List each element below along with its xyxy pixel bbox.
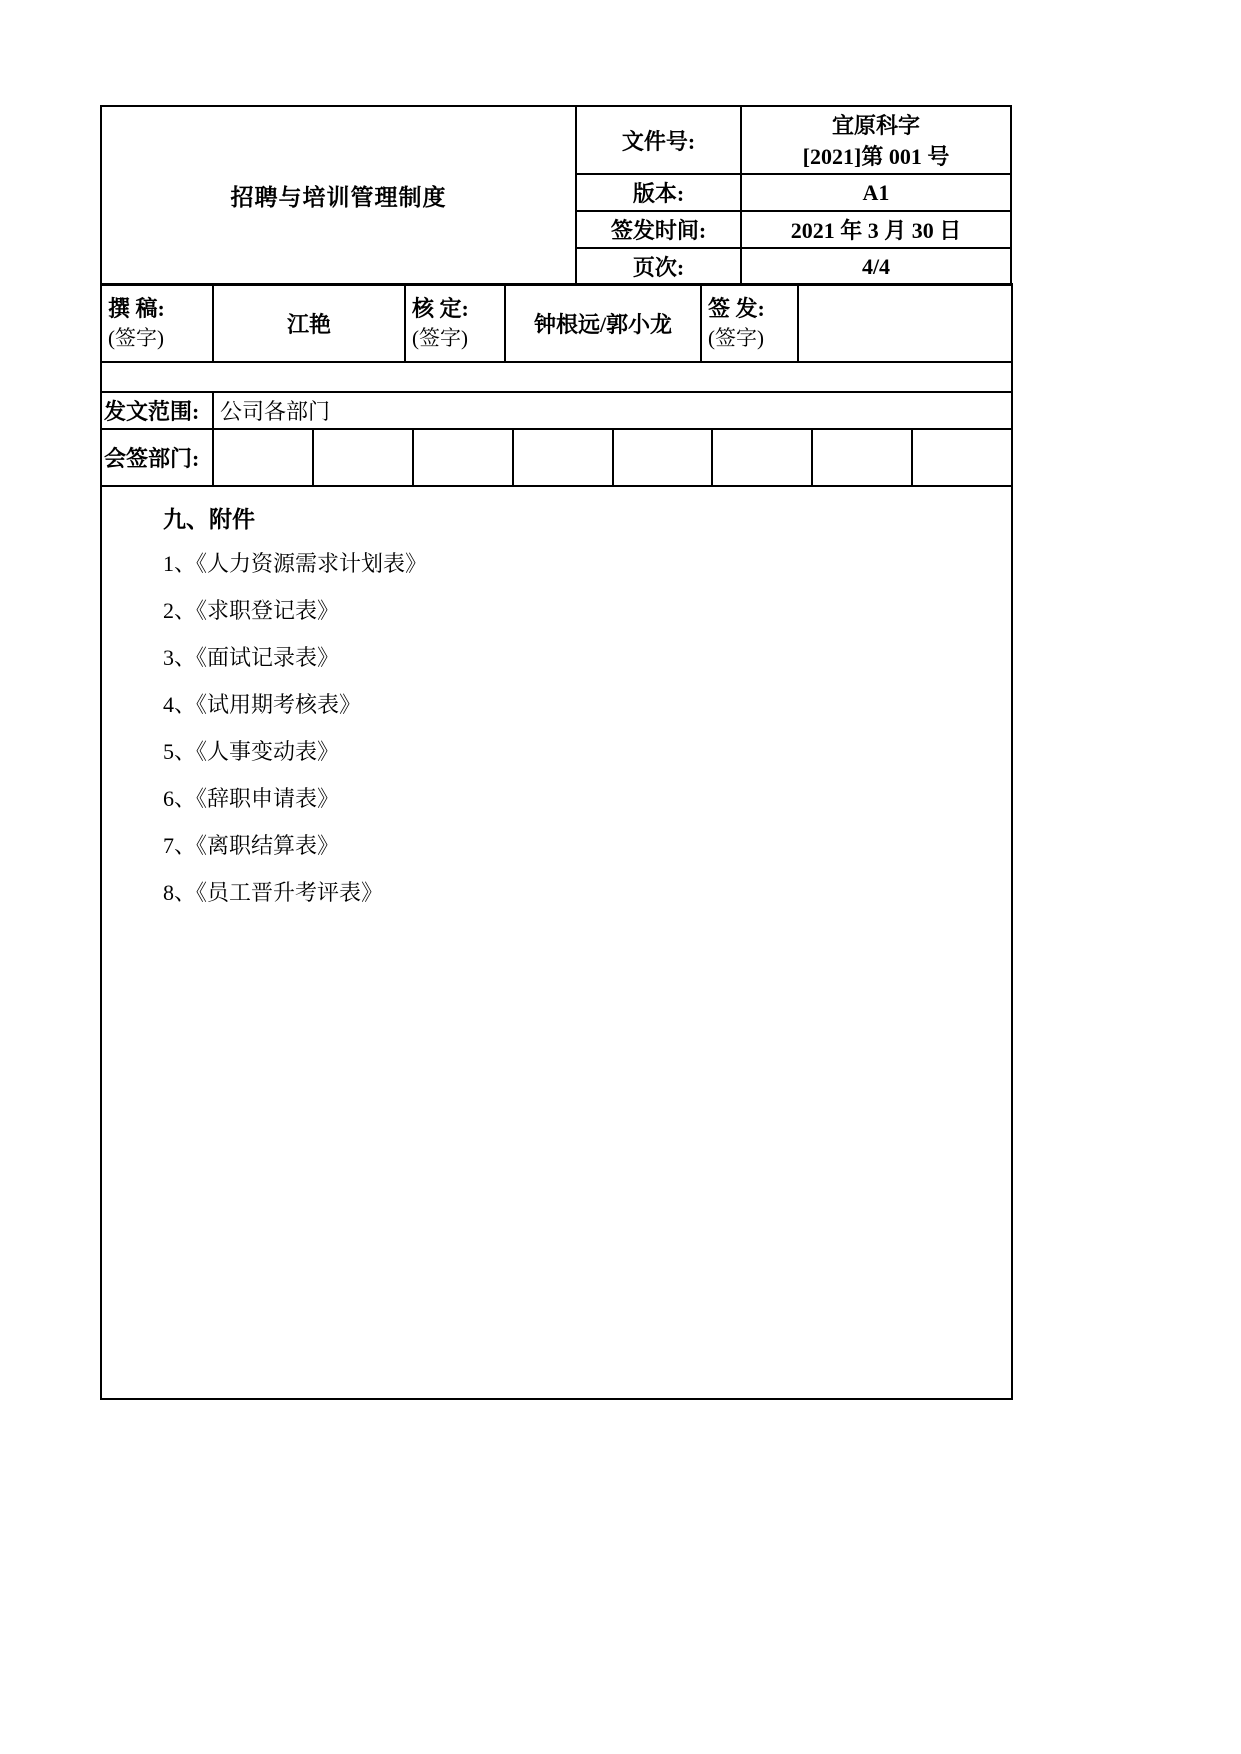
- attachment-item-4: 4、《试用期考核表》: [163, 692, 362, 717]
- countersign-cell-6: [712, 429, 812, 486]
- drafter-sign-hint: (签字): [108, 325, 164, 350]
- attachment-item-5: 5、《人事变动表》: [163, 739, 340, 764]
- countersign-cell-5: [613, 429, 713, 486]
- empty-spacer-row: [102, 361, 1011, 393]
- issuer-name: [798, 284, 1012, 362]
- attachment-item-8: 8、《员工晋升考评表》: [163, 880, 384, 905]
- distribution-table: [100, 391, 1013, 430]
- checker-label: 核 定:: [412, 295, 469, 321]
- checker-sign-hint: (签字): [412, 325, 468, 350]
- attachment-item-3: 3、《面试记录表》: [163, 645, 340, 670]
- countersign-cell-2: [313, 429, 413, 486]
- countersign-cell-3: [413, 429, 513, 486]
- version-label: 版本:: [576, 174, 741, 211]
- content-block: [100, 283, 1013, 1400]
- header-table: [100, 105, 1012, 286]
- file-number-line1: 宜原科字: [831, 113, 920, 138]
- attachments-section: [102, 485, 1011, 916]
- countersign-cell-4: [513, 429, 613, 486]
- issue-date-label: 签发时间:: [576, 211, 741, 248]
- attachment-item-2: 2、《求职登记表》: [163, 598, 340, 623]
- attachment-item-6: 6、《辞职申请表》: [163, 786, 340, 811]
- issuer-label-cell: [701, 284, 798, 362]
- issuer-label: 签 发:: [708, 295, 765, 321]
- file-number-label: 文件号:: [576, 106, 741, 174]
- countersign-cell-8: [912, 429, 1012, 486]
- checker-label-cell: [405, 284, 505, 362]
- page-number-value: 4/4: [741, 248, 1011, 285]
- drafter-label: 撰 稿:: [108, 295, 165, 321]
- drafter-name: 江艳: [213, 284, 405, 362]
- countersign-cell-1: [213, 429, 313, 486]
- distribution-label: 发文范围:: [101, 392, 213, 429]
- issuer-sign-hint: (签字): [708, 325, 764, 350]
- approval-table: [100, 283, 1013, 363]
- countersign-cell-7: [812, 429, 912, 486]
- countersign-label: 会签部门:: [101, 429, 213, 486]
- attachment-item-1: 1、《人力资源需求计划表》: [163, 551, 428, 576]
- version-value: A1: [741, 174, 1011, 211]
- checker-name: 钟根远/郭小龙: [505, 284, 701, 362]
- drafter-label-cell: [101, 284, 213, 362]
- page-number-label: 页次:: [576, 248, 741, 285]
- issue-date-value: 2021 年 3 月 30 日: [741, 211, 1011, 248]
- countersign-table: [100, 428, 1013, 487]
- document-title: 招聘与培训管理制度: [101, 106, 576, 285]
- distribution-value: 公司各部门: [213, 392, 1012, 429]
- file-number-value: [741, 106, 1011, 174]
- file-number-line2: [2021]第 001 号: [802, 144, 950, 169]
- attachment-item-7: 7、《离职结算表》: [163, 833, 340, 858]
- section-title: 九、附件: [163, 507, 255, 532]
